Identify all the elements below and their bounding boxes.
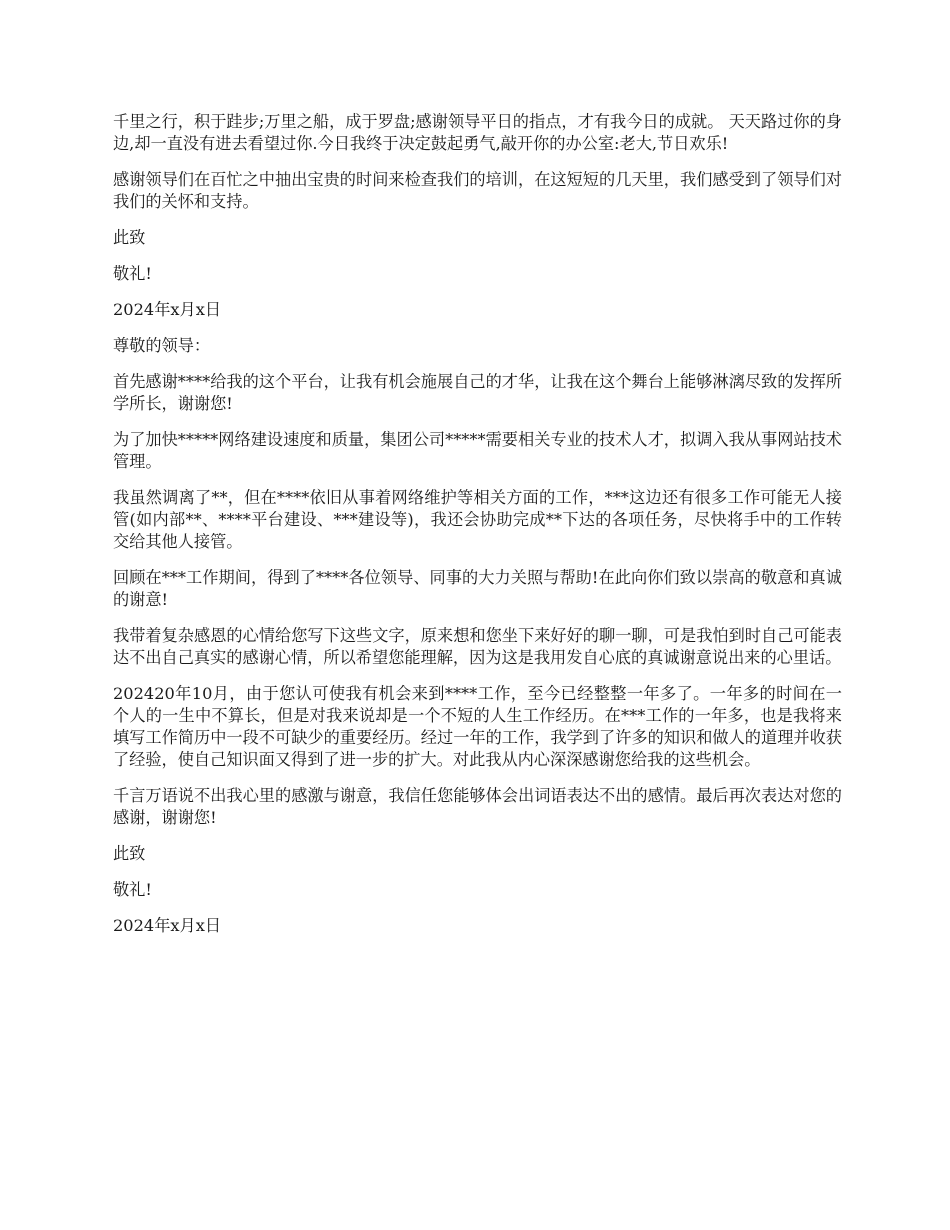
paragraph-review: 回顾在***工作期间，得到了****各位领导、同事的大力关照与帮助!在此向你们致以崇高的敬意和真诚的谢意!	[113, 568, 842, 609]
letter-greeting: 尊敬的领导：	[113, 336, 211, 355]
closing-regards: 敬礼!	[113, 880, 152, 899]
date-line: 2024年x月x日	[113, 916, 222, 935]
paragraph-work-experience: 202420年10月，由于您认可使我有机会来到****工作，至今已经整整一年多了。一年多的时间在一个人的一生中不算长，但是对我来说却是一个不短的人生工作经历。在***工作的一年多，也是我将来填写工作简历中一段不可缺少的重要经历。经过一年的工作，我学到了许多的知识和做人的道理并收获了经验，使自己知识面又得到了进一步的扩大。对此我从内心深深感谢您给我的这些机会。	[113, 684, 842, 769]
paragraph-gratitude-feelings: 我带着复杂感恩的心情给您写下这些文字，原来想和您坐下来好好的聊一聊，可是我怕到时自己可能表达不出自己真实的感谢心情，所以希望您能理解，因为这是我用发自心底的真诚谢意说出来的心里话。	[113, 626, 842, 667]
closing-salutation: 此致	[113, 228, 146, 247]
paragraph-transfer-reason: 为了加快*****网络建设速度和质量，集团公司*****需要相关专业的技术人才，拟调入我从事网站技术管理。	[113, 430, 842, 471]
closing-regards: 敬礼!	[113, 264, 152, 283]
paragraph-platform-thanks: 首先感谢****给我的这个平台，让我有机会施展自己的才华，让我在这个舞台上能够淋漓尽致的发挥所学所长，谢谢您!	[113, 372, 842, 413]
closing-salutation: 此致	[113, 844, 146, 863]
paragraph-final-thanks: 千言万语说不出我心里的感激与谢意，我信任您能够体会出词语表达不出的感情。最后再次表达对您的感谢，谢谢您!	[113, 786, 842, 827]
paragraph-opening-quote: 千里之行，积于跬步;万里之船，成于罗盘;感谢领导平日的指点，才有我今日的成就。 天天路过你的身边,却一直没有进去看望过你.今日我终于决定鼓起勇气,敲开你的办公室:老大,节日欢乐!	[113, 112, 842, 153]
paragraph-thanks-training: 感谢领导们在百忙之中抽出宝贵的时间来检查我们的培训，在这短短的几天里，我们感受到了领导们对我们的关怀和支持。	[113, 170, 842, 211]
date-line: 2024年x月x日	[113, 300, 222, 319]
paragraph-handover: 我虽然调离了**，但在****依旧从事着网络维护等相关方面的工作，***这边还有很多工作可能无人接管(如内部**、****平台建设、***建设等)，我还会协助完成**下达的各项任务，尽快将手中的工作转交给其他人接管。	[113, 488, 842, 551]
